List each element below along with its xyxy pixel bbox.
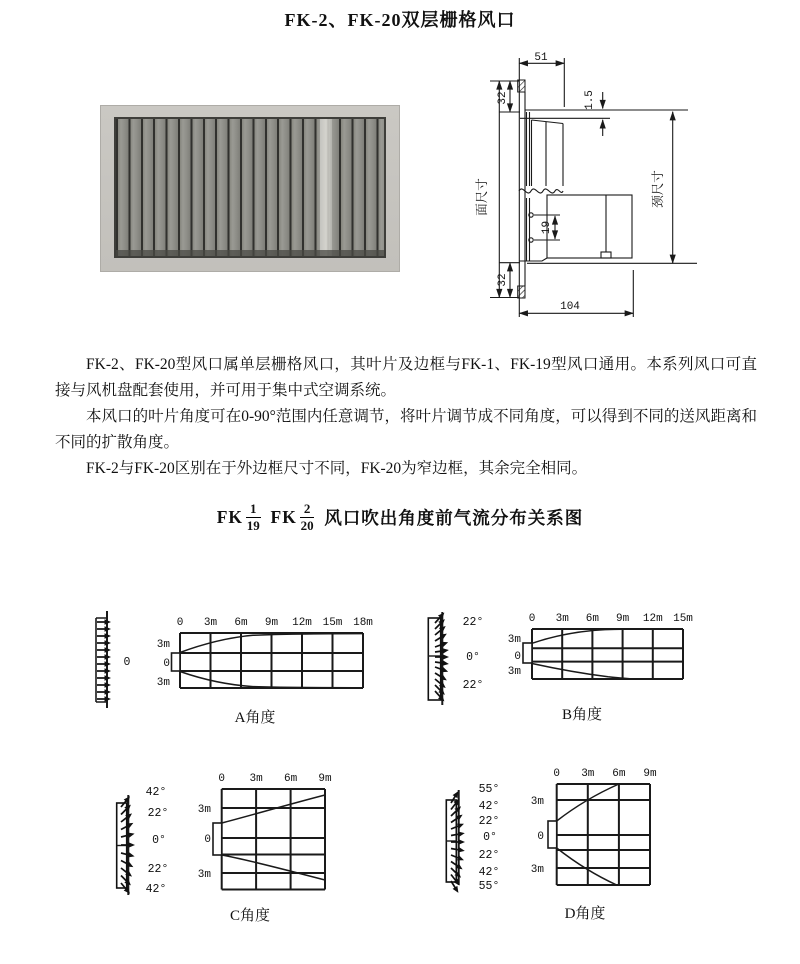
angle-label: 0°: [466, 651, 480, 664]
diagram-d-grid: [548, 784, 650, 885]
section-heading: [0, 494, 800, 540]
angle-label: 42°: [145, 883, 167, 896]
grille-photo-slats: [114, 117, 386, 258]
dim-104-label: 104: [560, 301, 580, 313]
angle-label: 42°: [478, 866, 500, 879]
angle-label: 22°: [147, 863, 169, 876]
paragraph-3: FK-2与FK-20区别在于外边框尺寸不同，FK-20为窄边框，其余完全相同。: [86, 460, 588, 477]
x-axis-label: 15m: [322, 617, 343, 629]
angle-label: 0°: [152, 834, 166, 847]
angle-label: 22°: [147, 807, 169, 820]
diagram-a-grid: [172, 633, 364, 688]
dim-51-label: 51: [534, 52, 548, 64]
y-axis-label: 3m: [197, 804, 211, 816]
diagram-b: [420, 600, 720, 712]
diagram-d: [420, 755, 720, 903]
angle-label: 0: [123, 656, 131, 669]
grille-photo-highlight-slat: [320, 119, 332, 256]
diagram-b-caption: B角度: [561, 707, 602, 723]
angle-label: 22°: [462, 679, 484, 692]
x-axis-label: 9m: [615, 613, 630, 625]
dim-1-5-label: 1.5: [584, 90, 596, 110]
x-axis-label: 6m: [283, 773, 298, 785]
diagram-d-y-axis: [531, 796, 545, 876]
dimension-lines: [490, 58, 673, 317]
diagram-c: [85, 755, 385, 903]
x-axis-label: 12m: [292, 617, 312, 629]
y-axis-label: 0: [514, 651, 521, 663]
y-axis-label: 3m: [507, 634, 521, 646]
model-fraction-1: [246, 502, 261, 532]
fraction-2-denominator: 20: [300, 517, 314, 533]
diagram-b-louver: [428, 611, 449, 705]
diagram-d-x-axis: [553, 768, 657, 780]
y-axis-label: 3m: [530, 864, 544, 876]
diagram-a-x-axis: [177, 617, 374, 629]
x-axis-label: 18m: [353, 617, 373, 629]
x-axis-label: 3m: [249, 773, 263, 785]
diagram-b-grid: [523, 629, 683, 679]
y-axis-label: 0: [204, 834, 211, 846]
diagram-c-x-axis: [218, 773, 332, 785]
paragraph-2: 本风口的叶片角度可在0-90°范围内任意调节，将叶片调节成不同角度，可以得到不同的送风距离和不同的扩散角度。: [55, 408, 757, 451]
x-axis-label: 9m: [643, 768, 657, 780]
angle-label: 22°: [478, 815, 500, 828]
diagram-c-caption: C角度: [229, 908, 270, 924]
x-axis-label: 3m: [555, 613, 569, 625]
diagram-d-angle-labels: [479, 783, 500, 893]
diagram-c-y-axis: [198, 804, 212, 881]
paragraph-1: FK-2、FK-20型风口属单层栅格风口，其叶片及边框与FK-1、FK-19型风口通用。本系列风口可直接与风机盘配套使用，并可用于集中式空调系统。: [55, 356, 757, 399]
grille-photo-bottom-rail: [116, 250, 384, 256]
diagram-c-angle-labels: [146, 786, 169, 896]
page-title: FK-2、FK-20双层栅格风口: [284, 10, 516, 30]
diagram-d-louver: [446, 790, 465, 895]
angle-label: 42°: [478, 800, 500, 813]
body-text: [55, 352, 757, 482]
neck-size-label: 颈尺寸: [651, 170, 665, 208]
diagram-a-caption: A角度: [234, 710, 276, 726]
section-heading-text: 风口吹出角度前气流分布关系图: [324, 507, 584, 528]
x-axis-label: 9m: [264, 617, 279, 629]
x-axis-label: 15m: [673, 613, 693, 625]
model-prefix-2: FK: [270, 506, 297, 527]
model-fraction-2: [300, 502, 315, 532]
x-axis-label: 0: [553, 768, 561, 780]
x-axis-label: 0: [528, 613, 536, 625]
y-axis-label: 3m: [530, 796, 544, 808]
y-axis-label: 3m: [156, 639, 170, 651]
y-axis-label: 3m: [197, 869, 211, 881]
x-axis-label: 3m: [581, 768, 595, 780]
diagram-a-louver: [96, 611, 111, 708]
y-axis-label: 0: [537, 831, 544, 843]
diagram-b-angle-labels: [463, 616, 484, 692]
angle-label: 22°: [478, 849, 500, 862]
diagram-b-x-axis: [529, 613, 694, 625]
angle-label: 55°: [478, 880, 500, 893]
angle-label: 0°: [483, 831, 497, 844]
dimension-labels: [474, 52, 665, 313]
diagram-d-caption: D角度: [564, 906, 606, 922]
y-axis-label: 3m: [156, 677, 170, 689]
x-axis-label: 6m: [234, 617, 248, 629]
fraction-1-numerator: 1: [246, 502, 261, 518]
dimension-drawing: [470, 50, 800, 322]
part-outline: [518, 58, 697, 317]
x-axis-label: 9m: [318, 773, 332, 785]
angle-label: 22°: [462, 616, 484, 629]
angle-label: 55°: [478, 783, 500, 796]
face-size-label: 面尺寸: [475, 178, 489, 216]
diagram-c-grid: [213, 789, 325, 890]
x-axis-label: 0: [218, 773, 226, 785]
dim-19-label: 19: [541, 220, 553, 235]
diagram-a-y-axis: [157, 639, 171, 689]
x-axis-label: 3m: [203, 617, 218, 629]
fraction-2-numerator: 2: [300, 502, 315, 518]
diagram-b-y-axis: [508, 634, 522, 678]
x-axis-label: 12m: [642, 613, 663, 625]
diagram-c-louver: [117, 794, 136, 895]
grille-photo: [100, 105, 400, 272]
angle-label: 42°: [145, 786, 167, 799]
x-axis-label: 0: [176, 617, 184, 629]
dim-32-top-label: 32: [497, 91, 509, 105]
x-axis-label: 6m: [612, 768, 626, 780]
model-prefix-1: FK: [216, 506, 243, 527]
diagram-a: [88, 608, 388, 710]
fraction-1-denominator: 19: [246, 517, 260, 533]
y-axis-label: 0: [163, 658, 170, 670]
y-axis-label: 3m: [507, 666, 521, 678]
x-axis-label: 6m: [585, 613, 600, 625]
dim-32-bottom-label: 32: [497, 273, 509, 287]
